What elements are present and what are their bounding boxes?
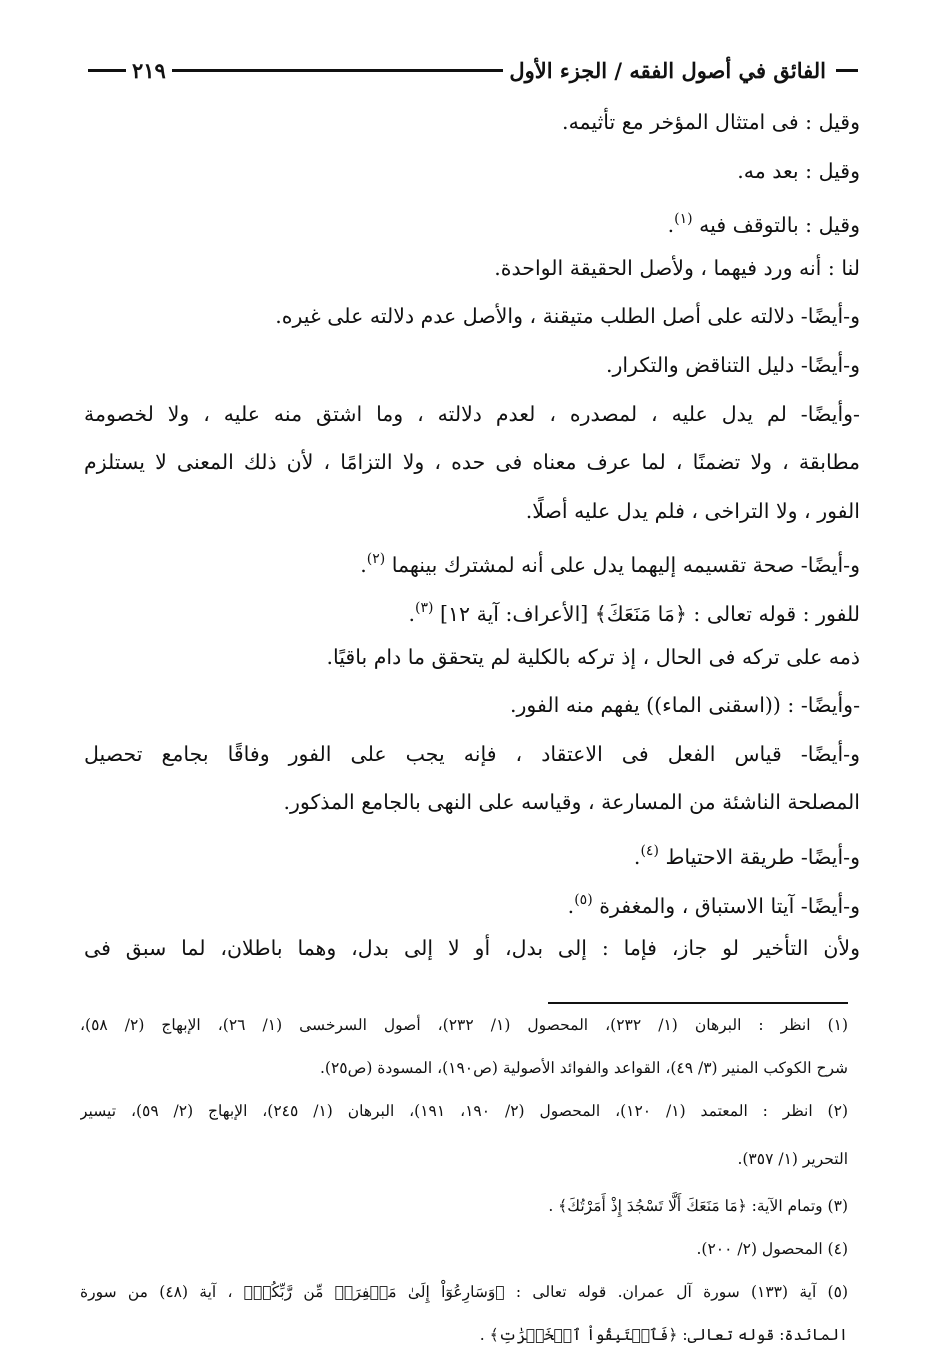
text-line [84, 195, 860, 244]
text-span: و-أيضًا- طريقة الاحتياط [665, 844, 860, 869]
footnote-ref[interactable]: (٢) [366, 551, 386, 568]
text-span: و-أيضًا- صحة تقسيمه إليهما يدل على أنه لمشترك بينهما [391, 553, 860, 578]
text-line: -وأيضًا- لم يدل عليه ، لمصدره ، لعدم دلالته ، وما اشتق منه عليه ، ولا لخصومة [84, 401, 860, 426]
text-span: . [408, 601, 416, 626]
text-line [84, 876, 860, 925]
running-title: الفائق في أصول الفقه / الجزء الأول [509, 57, 826, 83]
header-rule [172, 69, 503, 72]
text-line: وقيل : فى امتثال المؤخر مع تأثيمه. [562, 110, 860, 134]
footnote-5-cont: المائدة: قوله تعالى: ﴿فَٱسۡتَبِقُواْ ٱلۡخَيۡرَٰتِ﴾ . [479, 1326, 848, 1344]
footnote-1: (١) انظر : البرهان (١/ ٢٣٢)، المحصول (١/ ٢٣٢)، أصول السرخسى (١/ ٢٦)، الإبهاج (٢/ ٥٨)، [80, 1016, 848, 1034]
text-line: -وأيضًا- : ((اسقنى الماء)) يفهم منه الفور. [509, 693, 860, 718]
text-span: . [567, 893, 575, 918]
text-span: للفور : قوله تعالى : ﴿مَا مَنَعَكَ﴾ [الأعراف: آية ١٢] [440, 601, 860, 626]
text-line: و-أيضًا- قياس الفعل فى الاعتقاد ، فإنه يجب على الفور وفاقًا بجامع تحصيل [84, 741, 860, 766]
footnote-4: (٤) المحصول (٢/ ٢٠٠). [696, 1240, 848, 1258]
footnote-ref[interactable]: (١) [674, 211, 693, 228]
footnote-2: (٢) انظر : المعتمد (١/ ١٢٠)، المحصول (٢/ ١٩٠، ١٩١)، البرهان (١/ ٢٤٥)، الإبهاج (٢/ ٥٩)، تيسير [80, 1102, 848, 1120]
text-span: . [633, 844, 641, 869]
footnote-1-cont: شرح الكوكب المنير (٣/ ٤٩)، القواعد والفوائد الأصولية (ص١٩٠)، المسودة (ص٢٥). [319, 1059, 848, 1077]
text-line: مطابقة ، ولا تضمنًا ، لما عرف معناه فى حده ، ولا التزامًا ، لأن ذلك المعنى لا يستلزم [84, 450, 860, 475]
footnote-ref[interactable]: (٣) [415, 599, 434, 616]
footnote-5: (٥) آية (١٣٣) سورة آل عمران. قوله تعالى : ﴿وَسَارِعُوٓاْ إِلَىٰ مَغۡفِرَةٖ مِّن رَّبِّكُمۡ﴾ ، آية (٤٨) من سورة [80, 1283, 848, 1301]
footnote-ref[interactable]: (٥) [574, 891, 593, 908]
text-span: و-أيضًا- آيتا الاستباق ، والمغفرة [599, 893, 860, 918]
main-text [84, 98, 860, 973]
header-rule-right [836, 69, 858, 72]
footnote-3: (٣) وتمام الآية: ﴿مَا مَنَعَكَ أَلَّا تَسْجُدَ إِذْ أَمَرْتُكَ﴾ . [548, 1197, 848, 1215]
text-line: و-أيضًا- دليل التناقض والتكرار. [605, 352, 860, 377]
text-line: ولأن التأخير لو جاز، فإما : إلى بدل، أو لا إلى بدل، وهما باطلان، لما سبق فى [84, 936, 860, 961]
text-line: المصلحة الناشئة من المسارعة ، وقياسه على النهى بالجامع المذكور. [283, 790, 860, 815]
footnotes [80, 1004, 848, 1357]
text-line: وقيل : بعد مه. [737, 158, 860, 183]
header-rule-left [88, 69, 126, 72]
footnote-2-cont: التحرير (١/ ٣٥٧). [737, 1150, 848, 1168]
text-span: . [667, 213, 675, 238]
text-line [84, 535, 860, 584]
text-line: الفور ، ولا التراخى ، فلم يدل عليه أصلًا. [525, 498, 860, 523]
footnote-ref[interactable]: (٤) [640, 842, 659, 859]
text-span: . [360, 553, 367, 578]
text-line [84, 584, 860, 633]
text-line: ذمه على تركه فى الحال ، إذ تركه بالكلية لم يتحقق ما دام باقيًا. [326, 644, 860, 669]
text-line: لنا : أنه ورد فيهما ، ولأصل الحقيقة الواحدة. [494, 255, 860, 280]
running-header [88, 50, 858, 90]
page-number: ٢١٩ [132, 57, 166, 83]
text-line [84, 827, 860, 876]
text-line: و-أيضًا- دلالته على أصل الطلب متيقنة ، والأصل عدم دلالته على غيره. [275, 304, 860, 329]
text-span: وقيل : بالتوقف فيه [699, 213, 860, 238]
